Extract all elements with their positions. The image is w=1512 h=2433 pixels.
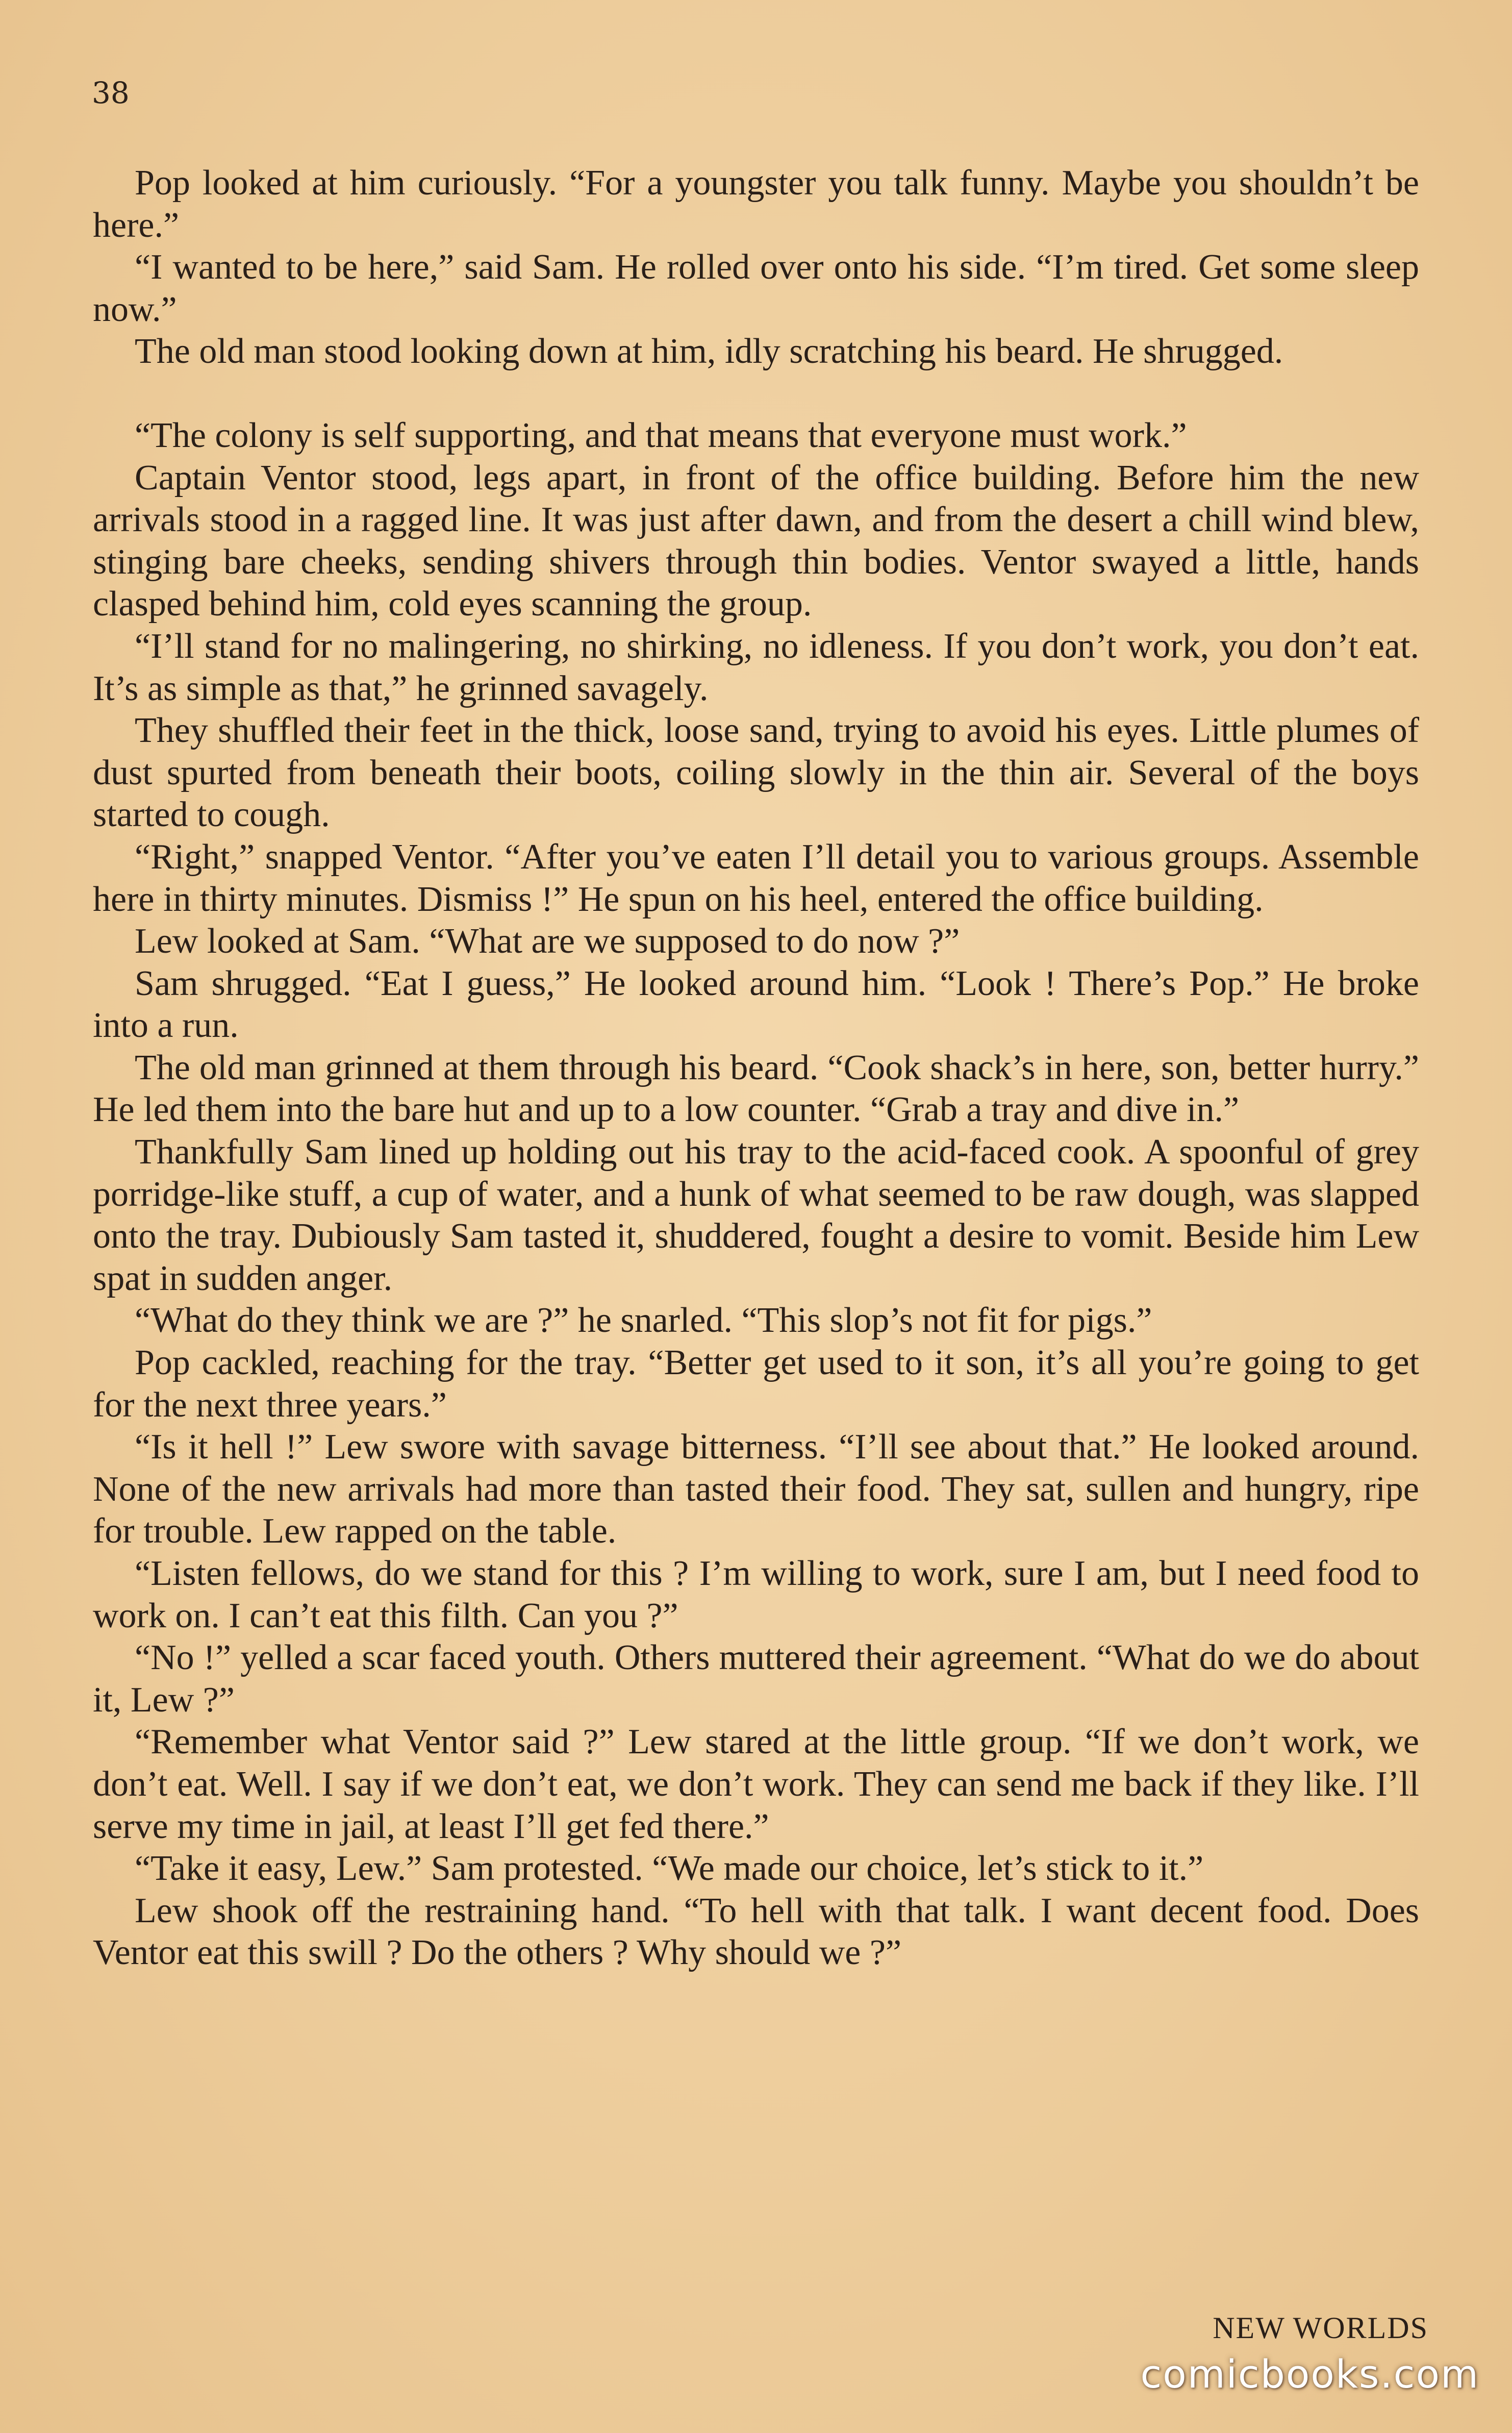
paragraph: The old man stood looking down at him, idly scratching his beard. He shrugged. (135, 332, 1283, 371)
watermark: comicbooks.com (1140, 2351, 1479, 2397)
paragraph: Sam shrugged. “Eat I guess,” He looked around him. “Look ! There’s Pop.” He broke into a run. (93, 963, 1419, 1046)
paragraph: Pop cackled, reaching for the tray. “Better get used to it son, it’s all you’re going to get for the next three years.” (93, 1343, 1419, 1425)
story-text (93, 162, 1419, 1974)
page-number: 38 (92, 76, 130, 110)
paragraph: Captain Ventor stood, legs apart, in front of the office building. Before him the new arrivals stood in a ragged line. It was just after dawn, and from the desert a chill wind blew, stinging bare cheeks, sending shivers through thin bodies. Ventor swayed a little, hands clasped behind him, cold eyes scanning the group. (93, 458, 1419, 624)
paragraph: “What do they think we are ?” he snarled. “This slop’s not fit for pigs.” (135, 1301, 1152, 1340)
paragraph: Lew looked at Sam. “What are we supposed to do now ?” (135, 922, 960, 961)
paragraph: Lew shook off the restraining hand. “To hell with that talk. I want decent food. Does Ventor eat this swill ? Do the others ? Why should we ?” (93, 1891, 1419, 1973)
paragraph: “Right,” snapped Ventor. “After you’ve eaten I’ll detail you to various groups. Assemble here in thirty minutes. Dismiss !” He spun on his heel, entered the office building. (93, 837, 1419, 919)
paragraph: “The colony is self supporting, and that means that everyone must work.” (135, 415, 1187, 455)
paragraph: They shuffled their feet in the thick, loose sand, trying to avoid his eyes. Little plumes of dust spurted from beneath their boots, coiling slowly in the thin air. Several of the boys started to cough. (93, 711, 1419, 835)
paragraph: “Is it hell !” Lew swore with savage bitterness. “I’ll see about that.” He looked around. None of the new arrivals had more than tasted their food. They sat, sullen and hungry, ripe for trouble. Lew rapped on the table. (93, 1427, 1419, 1551)
paragraph: “I wanted to be here,” said Sam. He rolled over onto his side. “I’m tired. Get some sleep now.” (93, 247, 1419, 329)
paragraph: “I’ll stand for no malingering, no shirking, no idleness. If you don’t work, you don’t eat. It’s as simple as that,” he grinned savagely. (93, 626, 1419, 708)
paragraph: “Remember what Ventor said ?” Lew stared at the little group. “If we don’t work, we don’t eat. Well. I say if we don’t eat, we don’t work. They can send me back if they like. I’ll serve my time in jail, at least I’ll get fed there.” (93, 1722, 1419, 1846)
paragraph: The old man grinned at them through his beard. “Cook shack’s in here, son, better hurry.” He led them into the bare hut and up to a low counter. “Grab a tray and dive in.” (93, 1048, 1419, 1130)
paragraph: “Take it easy, Lew.” Sam protested. “We made our choice, let’s stick to it.” (135, 1849, 1204, 1889)
paragraph: Pop looked at him curiously. “For a youngster you talk funny. Maybe you shouldn’t be here.” (93, 163, 1419, 245)
paragraph: “Listen fellows, do we stand for this ? I’m willing to work, sure I am, but I need food to work on. I can’t eat this filth. Can you ?” (93, 1554, 1419, 1635)
magazine-title: NEW WORLDS (1213, 2311, 1428, 2345)
paragraph: Thankfully Sam lined up holding out his tray to the acid-faced cook. A spoonful of grey porridge-like stuff, a cup of water, and a hunk of what seemed to be raw dough, was slapped onto the tray. Dubiously Sam tasted it, shuddered, fought a desire to vomit. Beside him Lew spat in sudden anger. (93, 1132, 1419, 1298)
paragraph: “No !” yelled a scar faced youth. Others muttered their agreement. “What do we do about it, Lew ?” (93, 1638, 1419, 1720)
